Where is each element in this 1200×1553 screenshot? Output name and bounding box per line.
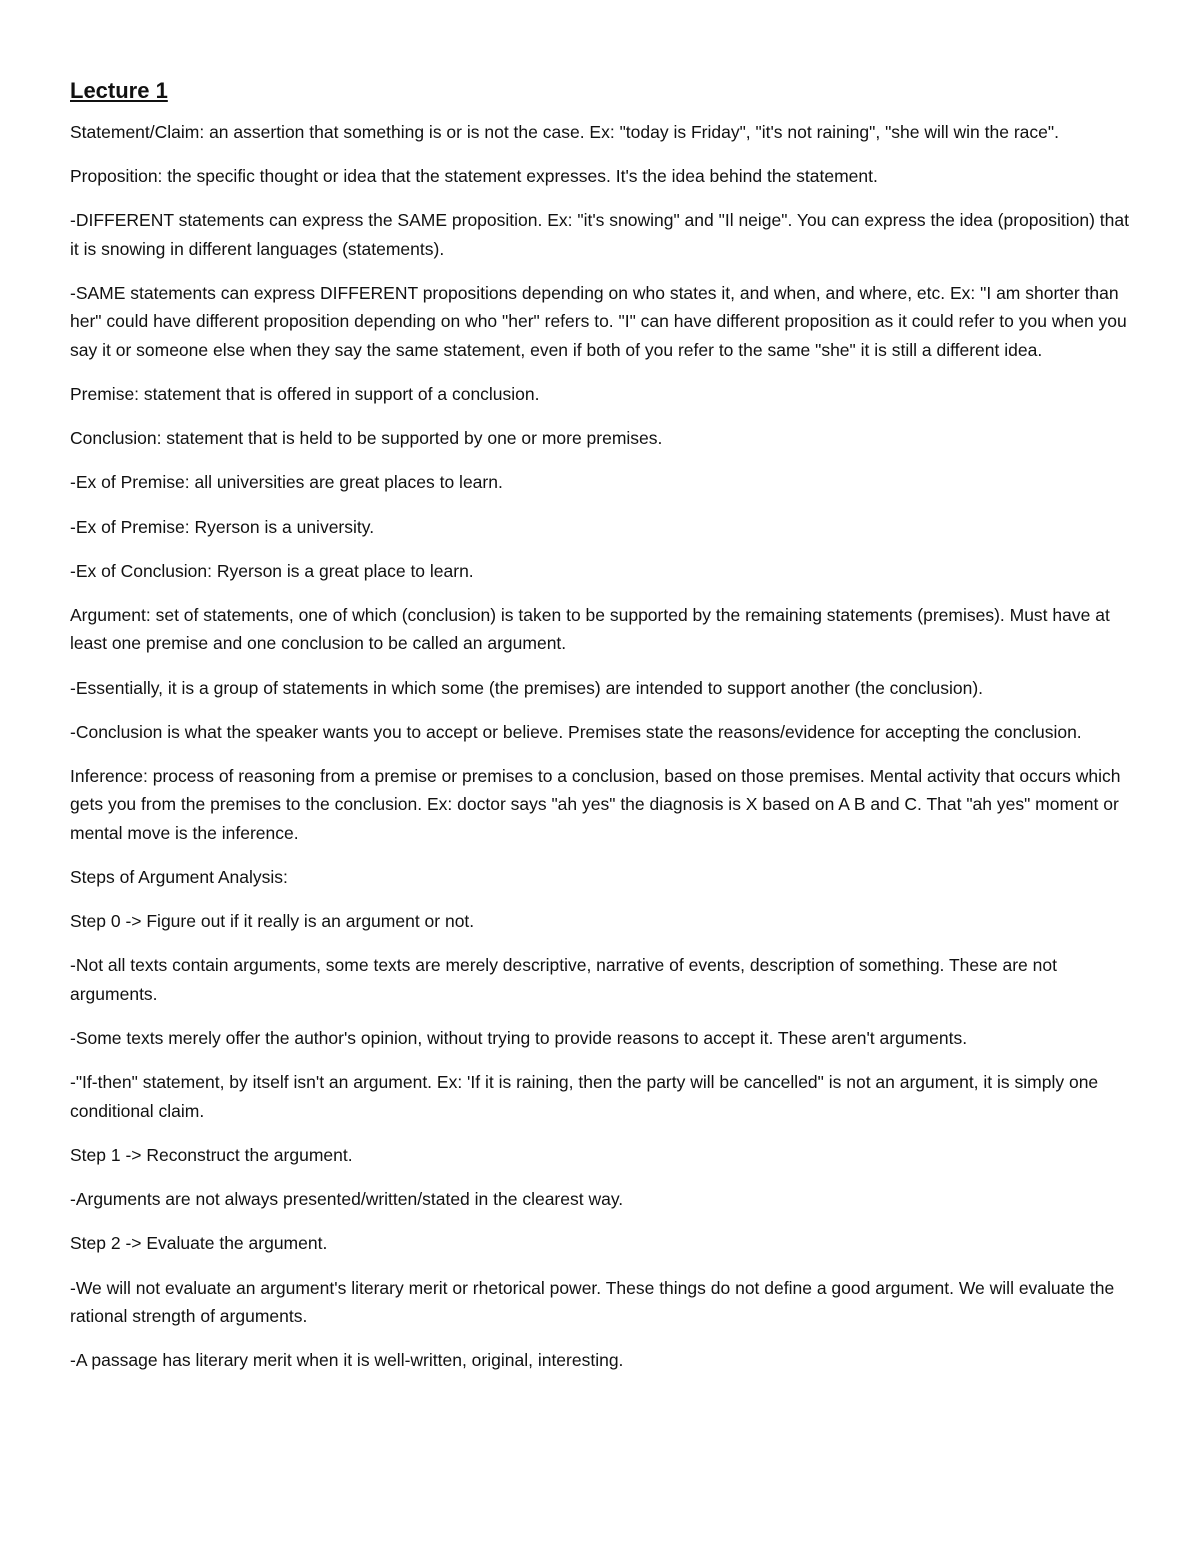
paragraph-example-premise-1: -Ex of Premise: all universities are great places to learn. [70, 472, 503, 493]
paragraph-arguments-not-clear: -Arguments are not always presented/written/stated in the clearest way. [70, 1189, 624, 1210]
paragraph-premise: Premise: statement that is offered in support of a conclusion. [70, 384, 540, 405]
paragraph-essentially: -Essentially, it is a group of statements in which some (the premises) are intended to support another (the conclusion). [70, 677, 984, 698]
paragraph-inference: Inference: process of reasoning from a premise or premises to a conclusion, based on those premises. Mental activity that occurs which gets you from the premises to the conclusion. Ex: doctor says "ah yes" the diagnosis is X based on A B and C. That "ah yes" moment or mental move is the inference. [70, 766, 1121, 843]
paragraph-conclusion-accept: -Conclusion is what the speaker wants you to accept or believe. Premises state the reasons/evidence for accepting the conclusion. [70, 721, 1082, 742]
paragraph-step-1: Step 1 -> Reconstruct the argument. [70, 1144, 353, 1165]
paragraph-literary-merit-eval: -We will not evaluate an argument's literary merit or rhetorical power. These things do not define a good argument. We will evaluate the rational strength of arguments. [70, 1277, 1115, 1326]
paragraph-same-statements: -SAME statements can express DIFFERENT propositions depending on who states it, and when, and where, etc. Ex: "I am shorter than her" could have different proposition depending on who "her" refers to. "I" can have different proposition as it could refer to you when you say it or someone else when they say the same statement, even if both of you refer to the same "she" it is still a different idea. [70, 283, 1127, 360]
paragraph-step-0: Step 0 -> Figure out if it really is an argument or not. [70, 911, 475, 932]
paragraph-author-opinion: -Some texts merely offer the author's opinion, without trying to provide reasons to accept it. These aren't arguments. [70, 1028, 968, 1049]
paragraph-not-all-texts: -Not all texts contain arguments, some texts are merely descriptive, narrative of events, description of something. These are not arguments. [70, 955, 1057, 1004]
paragraph-statement-claim: Statement/Claim: an assertion that something is or is not the case. Ex: "today is Friday", "it's not raining", "she will win the race". [70, 122, 1059, 142]
lecture-title: Lecture 1 [70, 78, 168, 103]
paragraph-example-conclusion: -Ex of Conclusion: Ryerson is a great place to learn. [70, 560, 474, 581]
paragraph-if-then: -"If-then" statement, by itself isn't an argument. Ex: 'If it is raining, then the party will be cancelled" is not an argument, it is simply one conditional claim. [70, 1072, 1099, 1121]
paragraph-proposition: Proposition: the specific thought or idea that the statement expresses. It's the idea behind the statement. [70, 166, 878, 187]
document-page [70, 76, 1140, 1390]
paragraph-argument: Argument: set of statements, one of which (conclusion) is taken to be supported by the remaining statements (premises). Must have at least one premise and one conclusion to be called an argument. [70, 605, 1110, 654]
paragraph-example-premise-2: -Ex of Premise: Ryerson is a university. [70, 516, 375, 537]
paragraph-conclusion: Conclusion: statement that is held to be supported by one or more premises. [70, 428, 663, 449]
paragraph-different-statements: -DIFFERENT statements can express the SAME proposition. Ex: "it's snowing" and "Il neige". You can express the idea (proposition) that it is snowing in different languages (statements). [70, 210, 1129, 259]
paragraph-steps-heading: Steps of Argument Analysis: [70, 867, 288, 888]
paragraph-step-2: Step 2 -> Evaluate the argument. [70, 1233, 328, 1254]
paragraph-literary-merit-def: -A passage has literary merit when it is well-written, original, interesting. [70, 1350, 624, 1371]
